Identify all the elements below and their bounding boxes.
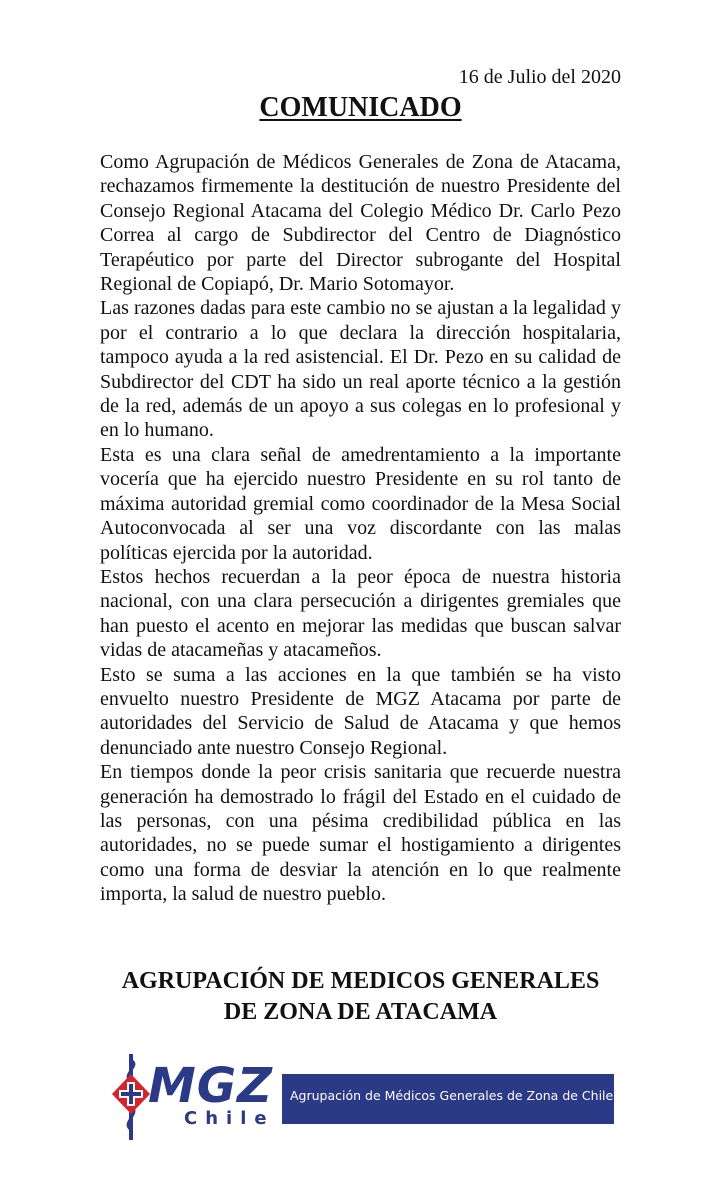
paragraph-1: Como Agrupación de Médicos Generales de Zona de Atacama, rechazamos firmemente la destitución de nuestro Presidente del Consejo Regional Atacama del Colegio Médico Dr. Carlo Pezo Correa al cargo de Subdirector del Centro de Diagnóstico Terapéutico por parte del Director subrogante del Hospital Regional de Copiapó, Dr. Mario Sotomayor. [100, 151, 621, 296]
signature-line-1: AGRUPACIÓN DE MEDICOS GENERALES [121, 968, 600, 994]
signature-block [0, 966, 721, 1028]
logo-banner [282, 1074, 614, 1124]
paragraph-2: Las razones dadas para este cambio no se ajustan a la legalidad y por el contrario a lo que declara la dirección hospitalaria, tampoco ayuda a la red asistencial. El Dr. Pezo en su calidad de Subdirector del CDT ha sido un real aporte técnico a la gestión de la red, además de un apoyo a sus colegas en lo profesional y en lo humano. [100, 297, 621, 442]
chile-logo-text: Chile [184, 1108, 275, 1129]
mgz-logo-text: MGZ [148, 1058, 273, 1114]
document-body [100, 150, 621, 907]
paragraph-4: Estos hechos recuerdan a la peor época de nuestra historia nacional, con una clara persecución a dirigentes gremiales que han puesto el acento en mejorar las medidas que buscan salvar vidas de atacameñas y atacameños. [100, 565, 621, 662]
paragraph-3: Esta es una clara señal de amedrentamiento a la importante vocería que ha ejercido nuestro Presidente en su rol tanto de máxima autoridad gremial como coordinador de la Mesa Social Autoconvocada al ser una voz discordante con las malas políticas ejercida por la autoridad. [100, 443, 621, 564]
paragraph-5: Esto se suma a las acciones en la que también se ha visto envuelto nuestro Presidente de MGZ Atacama por parte de autoridades del Servicio de Salud de Atacama y que hemos denunciado ante nuestro Consejo Regional. [100, 663, 621, 759]
signature-line-2: DE ZONA DE ATACAMA [223, 999, 498, 1025]
paragraph-6: En tiempos donde la peor crisis sanitaria que recuerde nuestra generación ha demostrado lo frágil del Estado en el cuidado de las personas, con una pésima credibilidad pública en las autoridades, no se puede sumar el hostigamiento a dirigentes como una forma de desviar la atención en lo que realmente importa, la salud de nuestro pueblo. [100, 761, 621, 906]
document-date: 16 de Julio del 2020 [458, 66, 621, 88]
logo-banner-text: Agrupación de Médicos Generales de Zona de Chile [290, 1088, 614, 1103]
document-title: COMUNICADO [259, 92, 462, 123]
mgz-logo [108, 1052, 614, 1142]
